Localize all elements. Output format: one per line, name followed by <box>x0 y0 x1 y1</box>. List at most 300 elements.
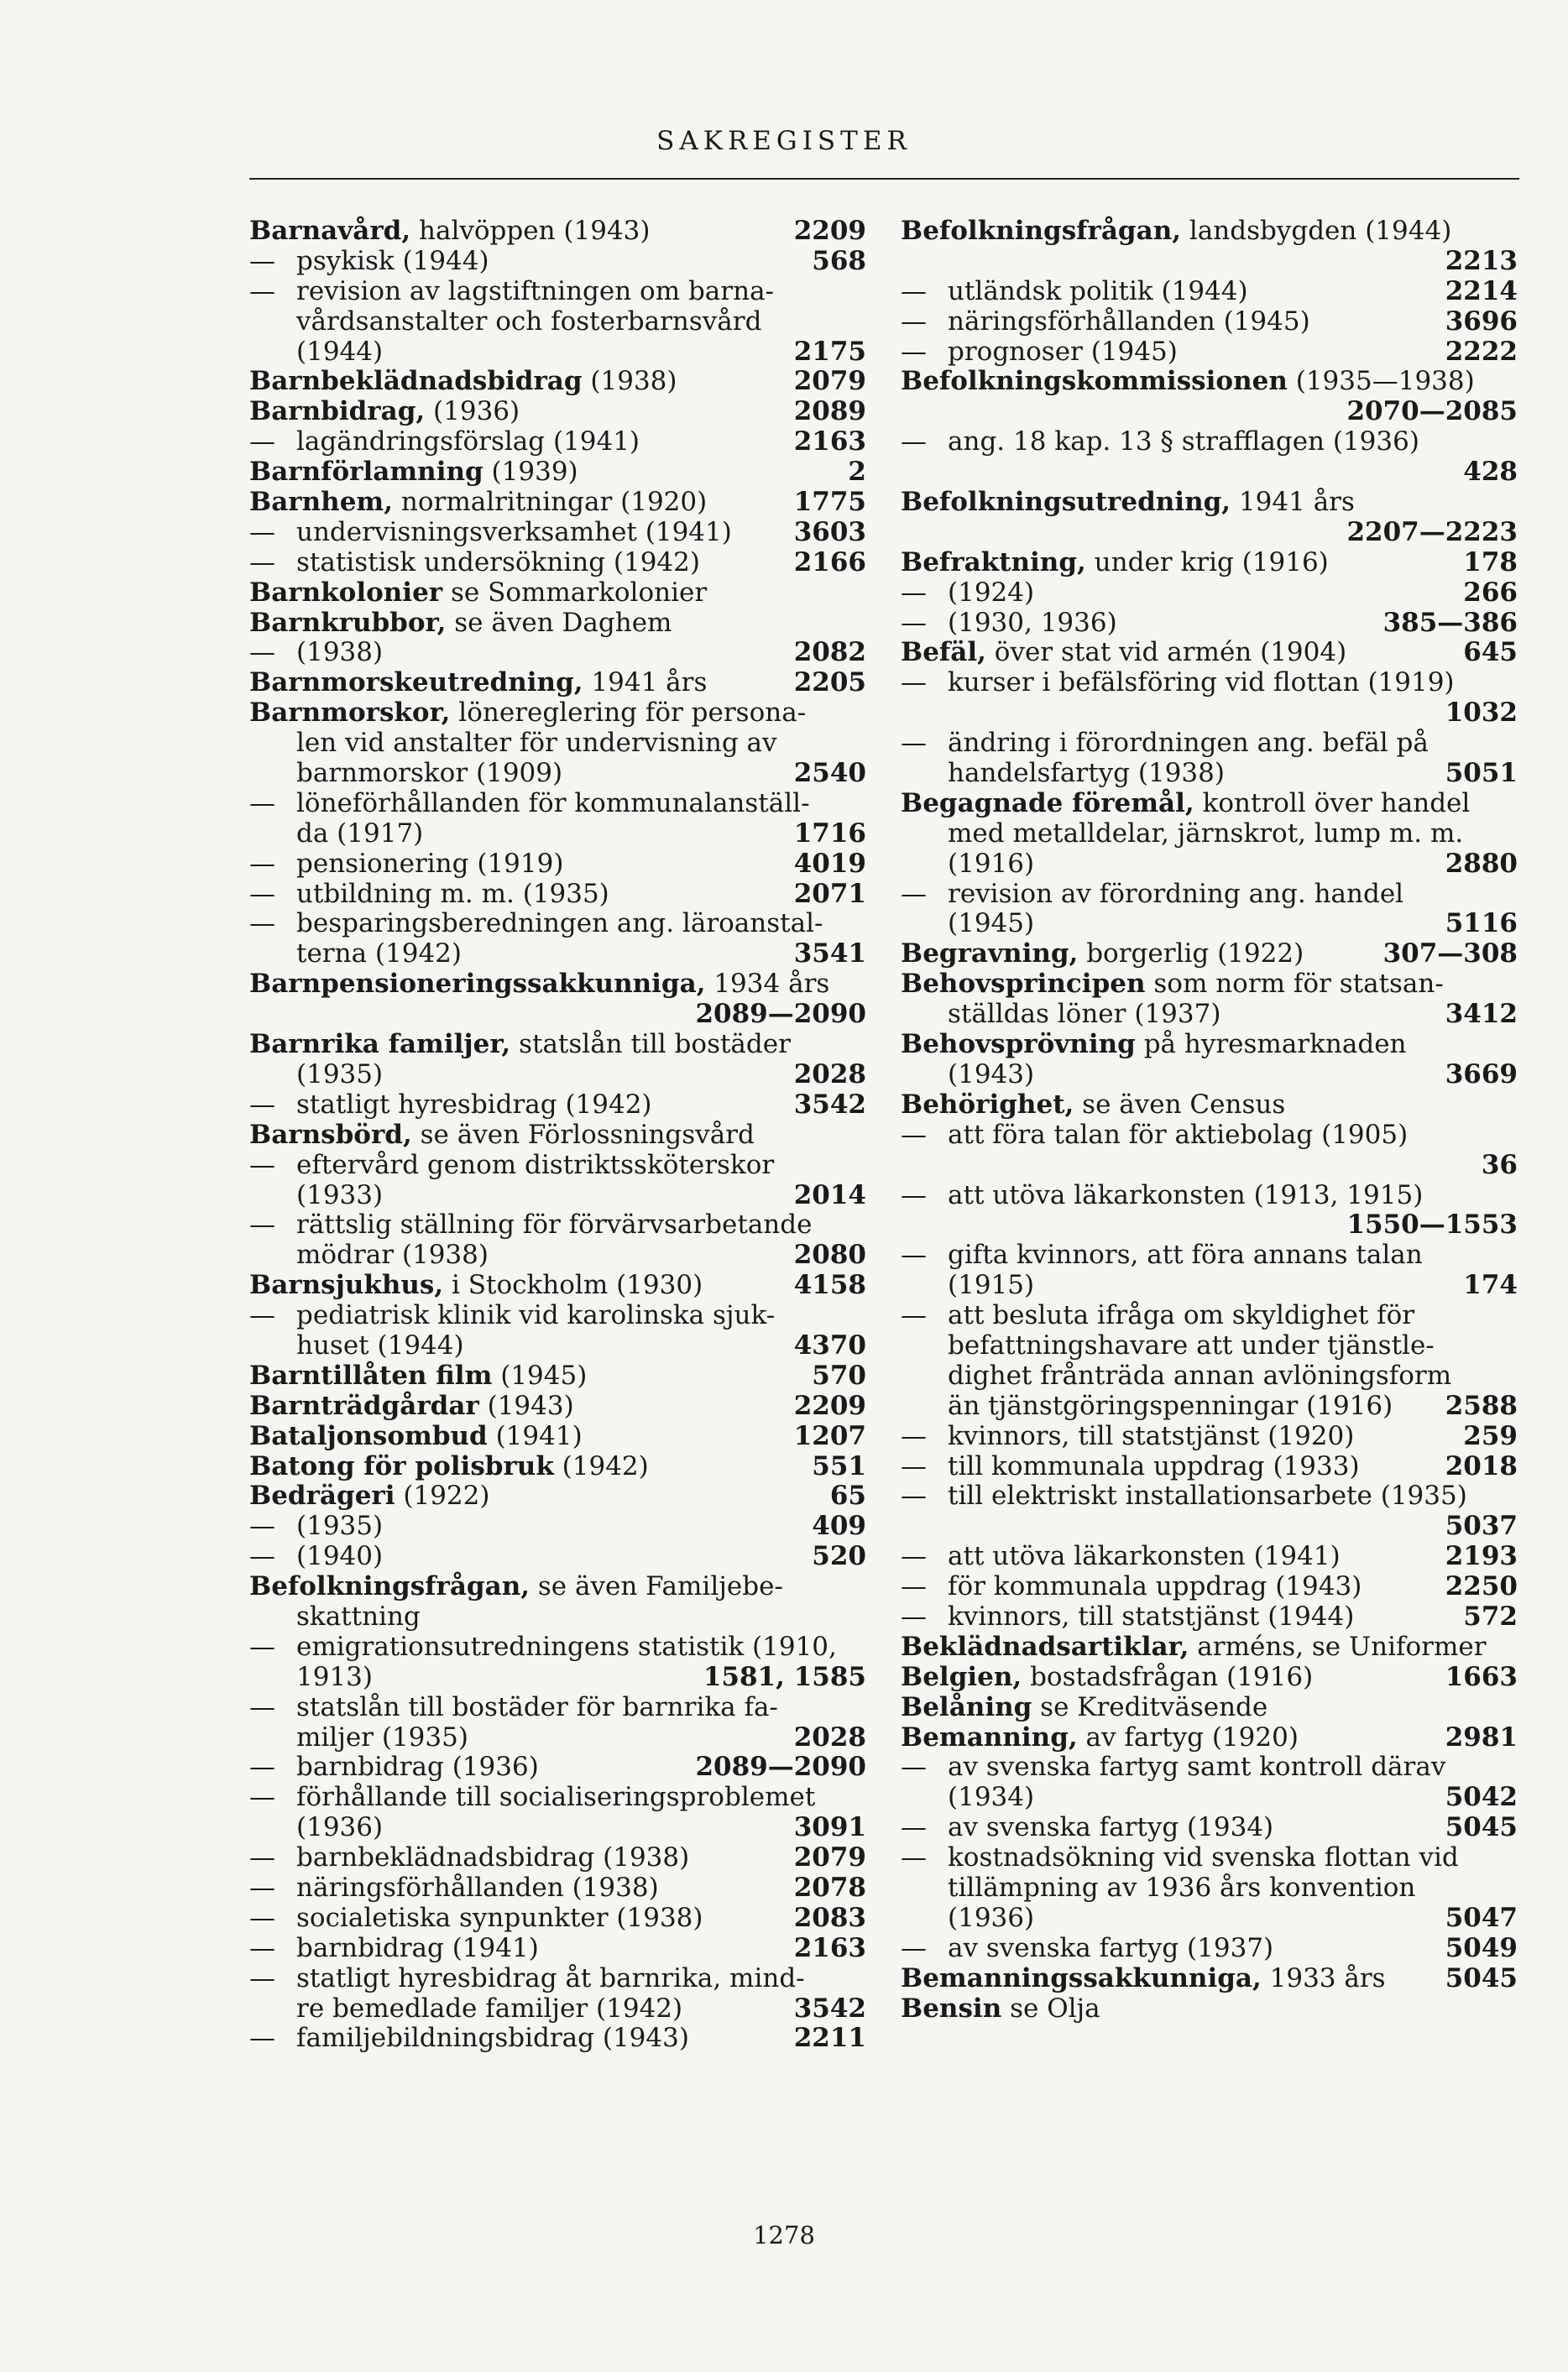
page-reference: 2880 <box>1445 848 1518 879</box>
index-subentry <box>249 849 866 880</box>
index-subentry <box>901 1181 1518 1211</box>
page-reference: 2079 <box>793 1842 866 1873</box>
entry-text: (1930, 1936) <box>948 607 1117 638</box>
index-subentry <box>901 1542 1518 1572</box>
index-entry-heading <box>901 969 1518 1000</box>
index-subentry <box>901 1121 1518 1151</box>
entry-keyword: Barnträdgårdar <box>249 1390 479 1421</box>
index-entry-heading <box>249 578 866 609</box>
entry-text: normalritningar (1920) <box>393 487 708 518</box>
page-reference: 5045 <box>1445 1962 1518 1993</box>
index-column-right <box>901 217 1518 2024</box>
page-reference: 2211 <box>793 2023 866 2054</box>
entry-text: näringsförhållanden (1938) <box>296 1872 659 1903</box>
entry-text: undervisningsverksamhet (1941) <box>296 516 732 547</box>
index-subentry <box>901 1301 1518 1331</box>
index-entry-heading <box>901 1090 1518 1121</box>
index-entry-heading <box>249 367 866 397</box>
entry-text: ändring i förordningen ang. befäl på <box>948 728 1429 759</box>
index-page-ref-line <box>901 247 1518 277</box>
entry-text: tillämpning av 1936 års konvention <box>948 1872 1416 1903</box>
index-subentry <box>249 1210 866 1241</box>
entry-text: löneförhållanden för kommunalanställ- <box>296 787 810 818</box>
entry-text: kvinnors, till statstjänst (1944) <box>948 1601 1355 1632</box>
entry-text: se Sommarkolonier <box>442 577 708 608</box>
index-subentry <box>901 668 1518 698</box>
index-entry-heading <box>249 217 866 247</box>
entry-text: av svenska fartyg samt kontroll därav <box>948 1752 1446 1783</box>
entry-text: gifta kvinnors, att föra annans talan <box>948 1240 1423 1271</box>
page-reference: 2080 <box>793 1240 866 1271</box>
entry-text: (1943) <box>948 1058 1035 1089</box>
page-reference: 4158 <box>793 1270 866 1301</box>
index-continuation <box>901 1783 1518 1813</box>
index-subentry <box>901 277 1518 307</box>
index-subentry <box>249 1904 866 1934</box>
index-subentry <box>249 1633 866 1663</box>
index-subentry <box>901 578 1518 609</box>
index-subentry <box>901 1753 1518 1783</box>
entry-keyword: Befolkningsutredning, <box>901 487 1231 518</box>
entry-keyword: Barnkrubbor, <box>249 607 447 638</box>
entry-keyword: Barnmorskor, <box>249 697 451 729</box>
entry-text: befattningshavare att under tjänstle- <box>948 1330 1435 1361</box>
entry-keyword: Befäl, <box>901 637 986 668</box>
page-number: 1278 <box>753 2221 815 2249</box>
page-reference: 2209 <box>793 1390 866 1421</box>
entry-text: borgerlig (1922) <box>1078 938 1304 969</box>
entry-text: 1941 års <box>1231 487 1355 518</box>
entry-text: kostnadsökning vid svenska flottan vid <box>948 1842 1459 1873</box>
entry-text: miljer (1935) <box>296 1722 468 1753</box>
page-reference: 1716 <box>793 818 866 849</box>
entry-keyword: Barntillåten film <box>249 1360 493 1391</box>
entry-keyword: Barnsjukhus, <box>249 1270 444 1301</box>
index-entry-heading <box>901 1964 1518 1994</box>
entry-text: under krig (1916) <box>1085 546 1329 577</box>
entry-text: se även Census <box>1074 1089 1286 1120</box>
index-subentry <box>249 1934 866 1964</box>
entry-text: (1944) <box>296 336 384 367</box>
entry-text: landsbygden (1944) <box>1181 216 1452 246</box>
entry-text: förhållande till socialiseringsproblemet <box>296 1782 816 1813</box>
index-continuation <box>249 729 866 759</box>
index-continuation <box>901 1060 1518 1090</box>
index-continuation <box>249 1813 866 1843</box>
index-subentry <box>901 1572 1518 1602</box>
index-subentry <box>249 427 866 457</box>
entry-text: (1936) <box>948 1902 1035 1933</box>
index-entry-heading <box>901 488 1518 518</box>
entry-text: (1924) <box>948 577 1035 608</box>
index-entry-heading <box>249 1121 866 1151</box>
index-page-ref-line <box>901 698 1518 729</box>
entry-keyword: Barnavård, <box>249 216 411 246</box>
index-entry-heading <box>901 939 1518 969</box>
index-subentry <box>901 729 1518 759</box>
entry-text: rättslig ställning för förvärvsarbetande <box>296 1210 813 1241</box>
page-reference: 5051 <box>1445 758 1518 789</box>
index-subentry <box>901 880 1518 910</box>
entry-text: huset (1944) <box>296 1330 464 1361</box>
entry-text: dighet frånträda annan avlöningsform <box>948 1360 1452 1391</box>
entry-text: skattning <box>296 1601 421 1632</box>
index-subentry <box>901 1843 1518 1873</box>
entry-text: prognoser (1945) <box>948 336 1178 367</box>
index-continuation <box>249 1181 866 1211</box>
entry-text: barnbidrag (1936) <box>296 1752 539 1783</box>
entry-text: besparingsberedningen ang. läroanstal- <box>296 908 823 939</box>
index-continuation <box>249 819 866 849</box>
index-column-left <box>249 217 866 2054</box>
page-reference: 572 <box>1463 1601 1518 1632</box>
header-rule <box>249 178 1519 180</box>
index-entry-heading <box>249 1572 866 1602</box>
page-reference: 2214 <box>1445 275 1518 306</box>
page-reference: 2014 <box>793 1179 866 1210</box>
entry-text: len vid anstalter för undervisning av <box>296 728 777 759</box>
entry-keyword: Befolkningsfrågan, <box>901 216 1182 246</box>
index-subentry <box>901 1241 1518 1271</box>
entry-text: (1936) <box>296 1812 384 1843</box>
entry-text: familjebildningsbidrag (1943) <box>296 2023 689 2054</box>
entry-text: till elektriskt installationsarbete (1935) <box>948 1481 1467 1512</box>
entry-text: kontroll över handel <box>1194 787 1471 818</box>
page-reference: 178 <box>1463 546 1518 577</box>
page-reference: 3696 <box>1445 306 1518 337</box>
entry-text: (1935—1938) <box>1287 366 1475 397</box>
page-reference: 2213 <box>1445 245 1518 276</box>
page-reference: 1581, 1585 <box>703 1661 866 1692</box>
entry-text: av svenska fartyg (1934) <box>948 1812 1274 1843</box>
page-reference: 5045 <box>1445 1812 1518 1843</box>
index-subentry <box>249 247 866 277</box>
index-subentry <box>249 1964 866 1994</box>
page-reference: 568 <box>812 245 866 276</box>
entry-keyword: Belgien, <box>901 1661 1022 1692</box>
entry-keyword: Belåning <box>901 1691 1032 1722</box>
entry-keyword: Barnbeklädnadsbidrag <box>249 366 583 397</box>
page-reference: 1207 <box>793 1420 866 1451</box>
index-entry-heading <box>249 1392 866 1422</box>
page-reference: 385—386 <box>1382 607 1518 638</box>
entry-text: kvinnors, till statstjänst (1920) <box>948 1420 1355 1451</box>
page-reference: 3091 <box>793 1812 866 1843</box>
page-reference: 2089—2090 <box>695 1752 866 1783</box>
index-entry-heading <box>249 609 866 639</box>
page-reference: 2207—2223 <box>1346 516 1518 547</box>
index-continuation <box>901 1271 1518 1301</box>
page-reference: 2028 <box>793 1722 866 1753</box>
entry-text: 1913) <box>296 1661 373 1692</box>
index-continuation <box>249 307 866 337</box>
index-subentry <box>249 548 866 578</box>
index-continuation <box>901 1361 1518 1392</box>
entry-text: (1939) <box>483 457 578 488</box>
entry-text: da (1917) <box>296 818 424 849</box>
entry-keyword: Begravning, <box>901 938 1079 969</box>
entry-text: (1934) <box>948 1782 1035 1813</box>
index-subentry <box>901 337 1518 368</box>
page-reference: 4019 <box>793 848 866 879</box>
page-reference: 5047 <box>1445 1902 1518 1933</box>
index-entry-heading <box>249 1481 866 1512</box>
index-entry-heading <box>901 548 1518 578</box>
entry-text: att utöva läkarkonsten (1941) <box>948 1541 1341 1572</box>
index-entry-heading <box>249 457 866 488</box>
entry-text: halvöppen (1943) <box>410 216 651 246</box>
entry-text: (1940) <box>296 1541 384 1572</box>
index-continuation <box>249 1663 866 1693</box>
entry-text: (1935) <box>296 1511 384 1542</box>
index-continuation <box>249 1994 866 2025</box>
entry-text: pensionering (1919) <box>296 848 564 879</box>
entry-text: (1936) <box>425 396 520 427</box>
index-entry-heading <box>249 397 866 427</box>
entry-text: revision av lagstiftningen om barna- <box>296 275 775 306</box>
entry-text: (1942) <box>553 1450 649 1481</box>
entry-text: emigrationsutredningens statistik (1910, <box>296 1631 837 1662</box>
index-subentry <box>901 307 1518 337</box>
page-reference: 2222 <box>1445 336 1518 367</box>
page-reference: 1550—1553 <box>1346 1210 1518 1241</box>
index-subentry <box>901 1452 1518 1482</box>
page-reference: 2089 <box>793 396 866 427</box>
page-reference: 520 <box>812 1541 866 1572</box>
page-reference: 428 <box>1463 457 1518 488</box>
page-reference: 3542 <box>793 1993 866 2024</box>
entry-text: arméns, se Uniformer <box>1189 1631 1487 1662</box>
page-reference: 2540 <box>793 758 866 789</box>
entry-text: till kommunala uppdrag (1933) <box>948 1450 1360 1481</box>
page-reference: 2071 <box>793 878 866 909</box>
index-subentry <box>249 909 866 939</box>
index-entry-heading <box>249 1361 866 1392</box>
index-entry-heading <box>901 638 1518 668</box>
entry-text: (1915) <box>948 1270 1035 1301</box>
entry-text: på hyresmarknaden <box>1135 1029 1407 1060</box>
entry-text: vårdsanstalter och fosterbarnsvård <box>296 306 762 337</box>
page-reference: 307—308 <box>1382 938 1518 969</box>
entry-text: (1935) <box>296 1058 384 1089</box>
index-continuation <box>901 1000 1518 1030</box>
page-reference: 2209 <box>793 216 866 246</box>
entry-keyword: Begagnade föremål, <box>901 787 1194 818</box>
entry-text: (1916) <box>948 848 1035 879</box>
entry-text: lagändringsförslag (1941) <box>296 426 640 457</box>
entry-text: mödrar (1938) <box>296 1240 489 1271</box>
index-entry-heading <box>249 1271 866 1301</box>
page-reference: 645 <box>1463 637 1518 668</box>
index-entry-heading <box>249 1452 866 1482</box>
page-reference: 2070—2085 <box>1346 396 1518 427</box>
page-reference: 2163 <box>793 1932 866 1963</box>
entry-text: 1934 års <box>705 969 830 1000</box>
index-entry-heading <box>901 1633 1518 1663</box>
entry-keyword: Barnförlamning <box>249 457 483 488</box>
entry-text: revision av förordning ang. handel <box>948 878 1404 909</box>
entry-text: re bemedlade familjer (1942) <box>296 1993 683 2024</box>
page-reference: 570 <box>812 1360 866 1391</box>
entry-keyword: Bataljonsombud <box>249 1420 488 1451</box>
index-continuation <box>249 337 866 368</box>
index-subentry <box>249 789 866 819</box>
entry-text: ställdas löner (1937) <box>948 999 1221 1030</box>
index-page-ref-line <box>901 457 1518 488</box>
entry-keyword: Befraktning, <box>901 546 1086 577</box>
entry-text: för kommunala uppdrag (1943) <box>948 1571 1362 1602</box>
page-reference: 5049 <box>1445 1932 1518 1963</box>
index-subentry <box>901 427 1518 457</box>
index-entry-heading <box>901 1663 1518 1693</box>
page-reference: 259 <box>1463 1420 1518 1451</box>
page-reference: 2028 <box>793 1058 866 1089</box>
entry-text: att besluta ifråga om skyldighet för <box>948 1300 1415 1331</box>
entry-text: barnmorskor (1909) <box>296 758 563 789</box>
entry-keyword: Behovsprincipen <box>901 969 1146 1000</box>
page-reference: 1663 <box>1445 1661 1518 1692</box>
index-subentry <box>249 1783 866 1813</box>
page-reference: 2089—2090 <box>695 999 866 1030</box>
index-entry-heading <box>249 488 866 518</box>
page-reference: 2175 <box>793 336 866 367</box>
index-continuation <box>901 1904 1518 1934</box>
page-reference: 2250 <box>1445 1571 1518 1602</box>
index-entry-heading <box>901 367 1518 397</box>
page-reference: 3412 <box>1445 999 1518 1030</box>
entry-text: statistisk undersökning (1942) <box>296 546 700 577</box>
entry-keyword: Barnmorskeutredning, <box>249 667 583 698</box>
index-continuation <box>901 1331 1518 1361</box>
entry-text: (1938) <box>582 366 677 397</box>
index-subentry <box>901 609 1518 639</box>
page-reference: 2083 <box>793 1902 866 1933</box>
index-subentry <box>901 1934 1518 1964</box>
page-reference: 5042 <box>1445 1782 1518 1813</box>
index-entry-heading <box>249 1422 866 1452</box>
index-continuation <box>249 1331 866 1361</box>
index-subentry <box>249 518 866 548</box>
page-reference: 174 <box>1463 1270 1518 1301</box>
index-continuation <box>249 1723 866 1753</box>
entry-text: lönereglering för persona- <box>450 697 807 729</box>
page-reference: 2205 <box>793 667 866 698</box>
index-entry-heading <box>901 1994 1518 2025</box>
entry-text: utbildning m. m. (1935) <box>296 878 609 909</box>
index-continuation <box>901 819 1518 849</box>
entry-text: bostadsfrågan (1916) <box>1022 1661 1314 1692</box>
page-reference: 3603 <box>793 516 866 547</box>
index-page-ref-line <box>901 518 1518 548</box>
entry-keyword: Bemanningssakkunniga, <box>901 1962 1262 1993</box>
entry-text: med metalldelar, järnskrot, lump m. m. <box>948 818 1464 849</box>
index-subentry <box>249 1090 866 1121</box>
entry-text: av svenska fartyg (1937) <box>948 1932 1274 1963</box>
index-entry-heading <box>249 668 866 698</box>
index-entry-heading <box>901 1030 1518 1060</box>
entry-text: se Kreditväsende <box>1032 1691 1268 1722</box>
entry-keyword: Befolkningsfrågan, <box>249 1571 531 1602</box>
page-reference: 2079 <box>793 366 866 397</box>
index-subentry <box>901 1602 1518 1633</box>
index-entry-heading <box>249 698 866 729</box>
index-continuation <box>249 1602 866 1633</box>
index-continuation <box>901 759 1518 789</box>
page-reference: 2082 <box>793 637 866 668</box>
index-continuation <box>901 909 1518 939</box>
index-entry-heading <box>249 1030 866 1060</box>
entry-keyword: Barnsbörd, <box>249 1119 412 1150</box>
index-subentry <box>249 638 866 668</box>
index-page-ref-line <box>901 1210 1518 1241</box>
page-reference: 65 <box>829 1481 866 1512</box>
index-subentry <box>249 1542 866 1572</box>
entry-keyword: Barnhem, <box>249 487 394 518</box>
index-page-ref-line <box>901 397 1518 427</box>
page-reference: 5116 <box>1445 908 1518 939</box>
index-continuation <box>249 1060 866 1090</box>
entry-text: som norm för statsan- <box>1145 969 1444 1000</box>
page-reference: 3542 <box>793 1089 866 1120</box>
entry-text: terna (1942) <box>296 938 463 969</box>
entry-text: näringsförhållanden (1945) <box>948 306 1310 337</box>
entry-text: se Olja <box>1001 1993 1100 2024</box>
index-entry-heading <box>249 969 866 1000</box>
entry-keyword: Bensin <box>901 1993 1002 2024</box>
index-continuation <box>249 759 866 789</box>
entry-text: (1943) <box>478 1390 574 1421</box>
index-subentry <box>901 1481 1518 1512</box>
entry-text: 1933 års <box>1261 1962 1386 1993</box>
index-subentry <box>249 1753 866 1783</box>
entry-keyword: Barnkolonier <box>249 577 443 608</box>
entry-text: statligt hyresbidrag åt barnrika, mind- <box>296 1962 805 1993</box>
page-reference: 2588 <box>1445 1390 1518 1421</box>
entry-text: ang. 18 kap. 13 § strafflagen (1936) <box>948 426 1419 457</box>
index-subentry <box>249 277 866 307</box>
entry-text: av fartyg (1920) <box>1077 1722 1299 1753</box>
index-entry-heading <box>901 1693 1518 1723</box>
entry-text: över stat vid armén (1904) <box>985 637 1347 668</box>
index-entry-heading <box>901 217 1518 247</box>
page-reference: 3541 <box>793 938 866 969</box>
entry-text: än tjänstgöringspenningar (1916) <box>948 1390 1393 1421</box>
entry-text: att utöva läkarkonsten (1913, 1915) <box>948 1179 1424 1210</box>
entry-text: psykisk (1944) <box>296 245 489 276</box>
page-reference: 2163 <box>793 426 866 457</box>
entry-text: barnbidrag (1941) <box>296 1932 539 1963</box>
index-subentry <box>249 1512 866 1542</box>
entry-text: statslån till bostäder <box>510 1029 791 1060</box>
entry-text: (1938) <box>296 637 384 668</box>
entry-text: (1941) <box>487 1420 583 1451</box>
page-reference: 2 <box>848 457 866 488</box>
index-entry-heading <box>901 1723 1518 1753</box>
index-continuation <box>249 1241 866 1271</box>
entry-keyword: Bemanning, <box>901 1722 1078 1753</box>
page-reference: 2166 <box>793 546 866 577</box>
index-subentry <box>249 2024 866 2054</box>
page-reference: 409 <box>812 1511 866 1542</box>
index-subentry <box>249 1301 866 1331</box>
entry-text: eftervård genom distriktssköterskor <box>296 1149 775 1180</box>
entry-text: (1922) <box>395 1481 490 1512</box>
page-reference: 1032 <box>1445 697 1518 729</box>
entry-keyword: Befolkningskommissionen <box>901 366 1288 397</box>
page-reference: 1775 <box>793 487 866 518</box>
index-subentry <box>249 1151 866 1181</box>
entry-text: (1933) <box>296 1179 384 1210</box>
